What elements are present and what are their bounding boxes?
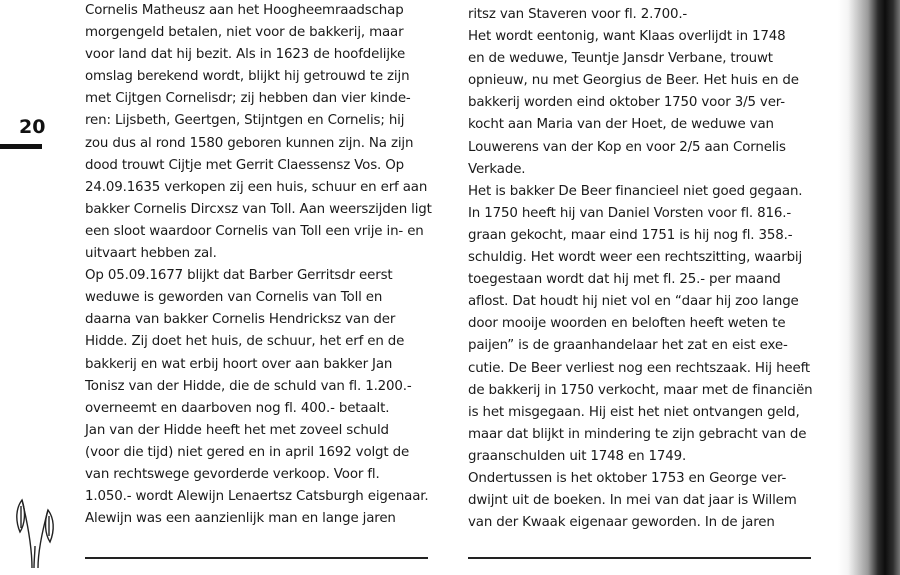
text-line: paijen” is de graanhandelaar het zat en eist exe- xyxy=(468,338,788,354)
text-line: is het misgegaan. Hij eist het niet ontvangen geld, xyxy=(468,404,800,420)
text-line: toegestaan wordt dat hij met fl. 25.- per maand xyxy=(468,272,781,288)
text-line: en de weduwe, Teuntje Jansdr Verbane, trouwt xyxy=(468,51,773,67)
text-line: Het is bakker De Beer financieel niet goed gegaan. xyxy=(468,183,803,199)
text-line: weduwe is geworden van Cornelis van Toll en xyxy=(85,290,383,306)
text-line: Louwerens van der Kop en voor 2/5 aan Cornelis xyxy=(468,139,786,155)
text-line: kocht aan Maria van der Hoet, de weduwe van xyxy=(468,117,774,133)
text-line: Hidde. Zij doet het huis, de schuur, het erf en de xyxy=(85,334,405,350)
text-line: (voor die tijd) niet gered en in april 1692 volgt de xyxy=(85,444,410,460)
text-line: 24.09.1635 verkopen zij een huis, schuur en erf aan xyxy=(85,179,428,195)
text-line: graan gekocht, maar eind 1751 is hij nog fl. 358.- xyxy=(468,227,793,243)
text-line: graanschulden uit 1748 en 1749. xyxy=(468,448,687,464)
text-line: morgengeld betalen, niet voor de bakkerij, maar xyxy=(85,25,404,41)
text-line: een sloot waardoor Cornelis van Toll een vrije in- en xyxy=(85,223,424,239)
book-binding-edge xyxy=(838,0,900,575)
text-line: omslag berekend wordt, blijkt hij getrouwd te zijn xyxy=(85,69,410,85)
text-line: ren: Lijsbeth, Geertgen, Stijntgen en Cornelis; hij xyxy=(85,113,405,129)
text-line: aflost. Dat houdt hij niet vol en “daar hij zoo lange xyxy=(468,294,799,310)
wheat-icon xyxy=(10,480,60,570)
text-line: schuldig. Het wordt weer een rechtszitting, waarbij xyxy=(468,250,803,266)
text-line: zou dus al rond 1580 geboren kunnen zijn. Na zijn xyxy=(85,135,414,151)
text-line: Het wordt eentonig, want Klaas overlijdt in 1748 xyxy=(468,29,786,45)
left-bottom-rule xyxy=(85,557,428,559)
text-line: dwijnt uit de boeken. In mei van dat jaar is Willem xyxy=(468,493,797,509)
text-line: Tonisz van der Hidde, die de schuld van fl. 1.200.- xyxy=(85,378,412,394)
text-line: cutie. De Beer verliest nog een rechtszaak. Hij heeft xyxy=(468,360,811,376)
page-number-rule xyxy=(0,144,42,149)
text-line: de bakkerij in 1750 verkocht, maar met de financiën xyxy=(468,382,813,398)
page-number: 20 xyxy=(19,116,46,138)
text-line: Ondertussen is het oktober 1753 en George ver- xyxy=(468,470,787,486)
text-line: maar dat blijkt in mindering te zijn gebracht van de xyxy=(468,426,807,442)
text-line: Cornelis Matheusz aan het Hoogheemraadschap xyxy=(85,3,404,18)
text-line: Alewijn was een aanzienlijk man en lange jaren xyxy=(85,511,396,527)
text-line: daarna van bakker Cornelis Hendricksz van der xyxy=(85,312,396,328)
text-line: van rechtswege gevorderde verkoop. Voor fl. xyxy=(85,466,380,482)
text-line: 1.050.- wordt Alewijn Lenaertsz Catsburgh eigenaar. xyxy=(85,489,429,505)
text-line: overneemt en daarboven nog fl. 400.- betaalt. xyxy=(85,400,390,416)
text-line: bakkerij worden eind oktober 1750 voor 3/5 ver- xyxy=(468,95,785,111)
text-line: uitvaart hebben zal. xyxy=(85,246,217,262)
left-text-column xyxy=(85,0,430,530)
text-line: Verkade. xyxy=(468,161,526,177)
text-line: bakkerij en wat erbij hoort over aan bakker Jan xyxy=(85,356,393,372)
text-line: In 1750 heeft hij van Daniel Vorsten voor fl. 816.- xyxy=(468,205,792,221)
text-line: door mooije woorden en beloften heeft weten te xyxy=(468,316,786,332)
text-line: voor land dat hij bezit. Als in 1623 de hoofdelijke xyxy=(85,47,406,63)
text-line: van der Kwaak eigenaar geworden. In de jaren xyxy=(468,515,775,531)
text-line: dood trouwt Cijtje met Gerrit Claessensz Vos. Op xyxy=(85,157,404,173)
text-line: ritsz van Staveren voor fl. 2.700.- xyxy=(468,7,688,22)
text-line: opnieuw, nu met Georgius de Beer. Het huis en de xyxy=(468,73,799,89)
text-line: bakker Cornelis Dircxsz van Toll. Aan weerszijden ligt xyxy=(85,201,432,217)
right-bottom-rule xyxy=(468,557,811,559)
text-line: Op 05.09.1677 blijkt dat Barber Gerritsdr eerst xyxy=(85,268,393,284)
right-text-column xyxy=(468,4,813,534)
text-line: Jan van der Hidde heeft het met zoveel schuld xyxy=(85,422,389,438)
text-line: met Cijtgen Cornelisdr; zij hebben dan vier kinde- xyxy=(85,91,411,107)
